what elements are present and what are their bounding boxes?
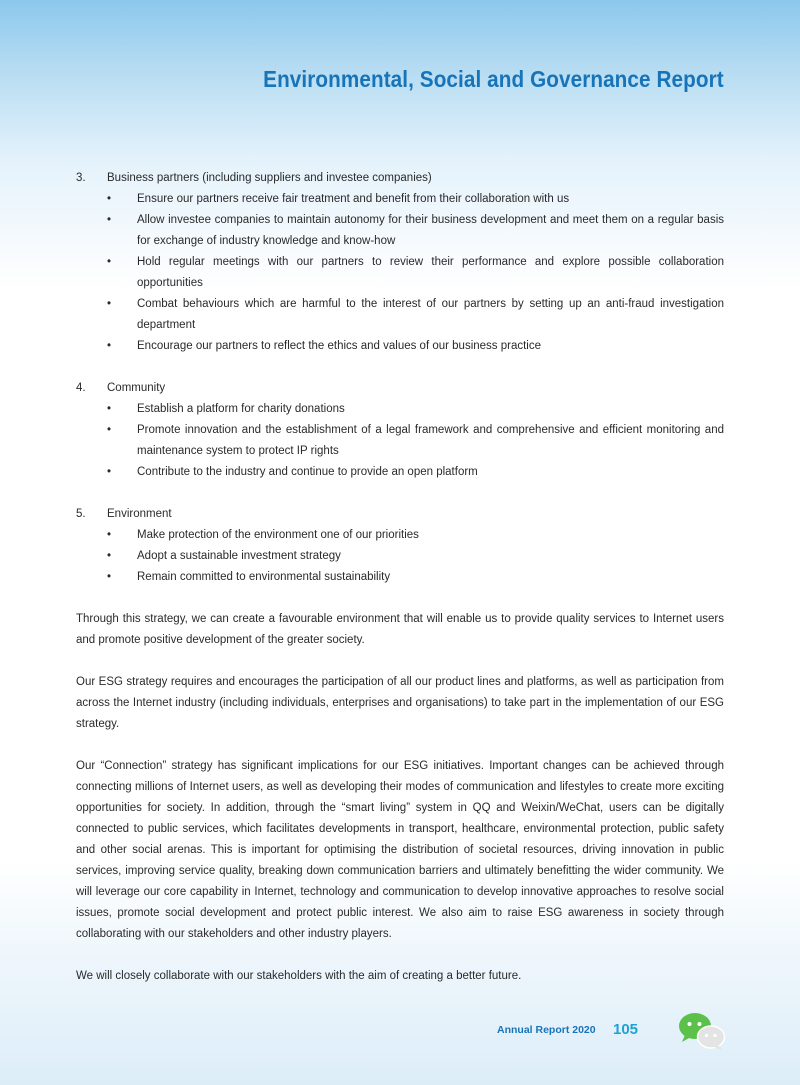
section-heading [76, 168, 724, 189]
body-paragraph: Through this strategy, we can create a favourable environment that will enable us to provide quality services to Internet users and promote positive development of the greater society. [76, 613, 724, 646]
section-community [76, 378, 724, 483]
bullet-item [76, 189, 724, 210]
grey-bubble-shape [698, 1026, 725, 1050]
body-paragraph: Our “Connection” strategy has significant implications for our ESG initiatives. Important changes can be achieved through connecting millions of Internet users, as well as developing their modes of communication and lifestyles to create more exciting opportunities for society. In addition, through the “smart living” system in QQ and Weixin/WeChat, users can be digitally connected to public services, which facilitates developments in transport, healthcare, environmental protection, public safety and other social arenas. This is important for optimising the distribution of societal resources, driving innovation in public services, improving service quality, breaking down communication barriers and ultimately benefitting the wider community. We will leverage our core capability in Internet, technology and communication to develop innovative approaches to resolve social issues, promote social development and protect public interest. We also aim to raise ESG awareness in society through collaborating with our stakeholders and other industry players. [76, 760, 724, 940]
bullet-icon: • [107, 550, 112, 562]
section-number: 5. [76, 508, 86, 520]
section-business-partners [76, 168, 724, 357]
section-heading [76, 378, 724, 399]
bullet-text: Remain committed to environmental sustainability [137, 571, 391, 583]
report-title: Environmental, Social and Governance Report [263, 66, 724, 92]
bullet-item [76, 546, 724, 567]
section-title: Environment [107, 508, 172, 520]
bullet-list [76, 189, 724, 357]
section-title: Business partners (including suppliers and investee companies) [107, 172, 432, 184]
bullet-icon: • [107, 466, 112, 478]
bullet-text: Adopt a sustainable investment strategy [137, 550, 341, 562]
section-number: 4. [76, 382, 86, 394]
bullet-text: Ensure our partners receive fair treatment and benefit from their collaboration with us [137, 193, 570, 205]
body-paragraph: Our ESG strategy requires and encourages the participation of all our product lines and platforms, as well as participation from across the Internet industry (including individuals, enterprises and organisations) to take part in the implementation of our ESG strategy. [76, 676, 724, 730]
bullet-text: Establish a platform for charity donations [137, 403, 345, 415]
bullet-icon: • [107, 529, 112, 541]
bullet-icon: • [107, 298, 112, 310]
bullet-icon: • [107, 256, 112, 268]
bullet-list [76, 399, 724, 483]
main-content [76, 168, 724, 1008]
body-paragraph: We will closely collaborate with our stakeholders with the aim of creating a better future. [76, 970, 522, 982]
bullet-item [76, 336, 724, 357]
bullet-text: Combat behaviours which are harmful to the interest of our partners by setting up an anti-fraud investigation department [137, 298, 724, 331]
bullet-item [76, 462, 724, 483]
bullet-icon: • [107, 403, 112, 415]
bullet-icon: • [107, 571, 112, 583]
bullet-text: Contribute to the industry and continue to provide an open platform [137, 466, 478, 478]
bullet-item [76, 210, 724, 252]
bullet-item [76, 252, 724, 294]
section-number: 3. [76, 172, 86, 184]
bullet-text: Promote innovation and the establishment of a legal framework and comprehensive and efficient monitoring and maintenance system to protect IP rights [137, 424, 724, 457]
section-title: Community [107, 382, 166, 394]
bullet-item [76, 399, 724, 420]
section-environment [76, 504, 724, 588]
page-number: 105 [613, 1021, 639, 1038]
bullet-text: Allow investee companies to maintain autonomy for their business development and meet them on a regular basis for exchange of industry knowledge and know-how [137, 214, 724, 247]
footer-report-label: Annual Report 2020 [497, 1024, 596, 1036]
bullet-icon: • [107, 214, 112, 226]
bullet-icon: • [107, 340, 112, 352]
bullet-list [76, 525, 724, 588]
bullet-text: Make protection of the environment one of our priorities [137, 529, 419, 541]
bullet-item [76, 525, 724, 546]
bullet-item [76, 294, 724, 336]
bullet-item [76, 420, 724, 462]
bullet-item [76, 567, 724, 588]
wechat-chat-bubbles-icon [678, 1011, 726, 1051]
bullet-icon: • [107, 424, 112, 436]
section-heading [76, 504, 724, 525]
bullet-text: Encourage our partners to reflect the ethics and values of our business practice [137, 340, 542, 352]
bullet-text: Hold regular meetings with our partners to review their performance and explore possible collaboration opportunities [137, 256, 724, 289]
bullet-icon: • [107, 193, 112, 205]
